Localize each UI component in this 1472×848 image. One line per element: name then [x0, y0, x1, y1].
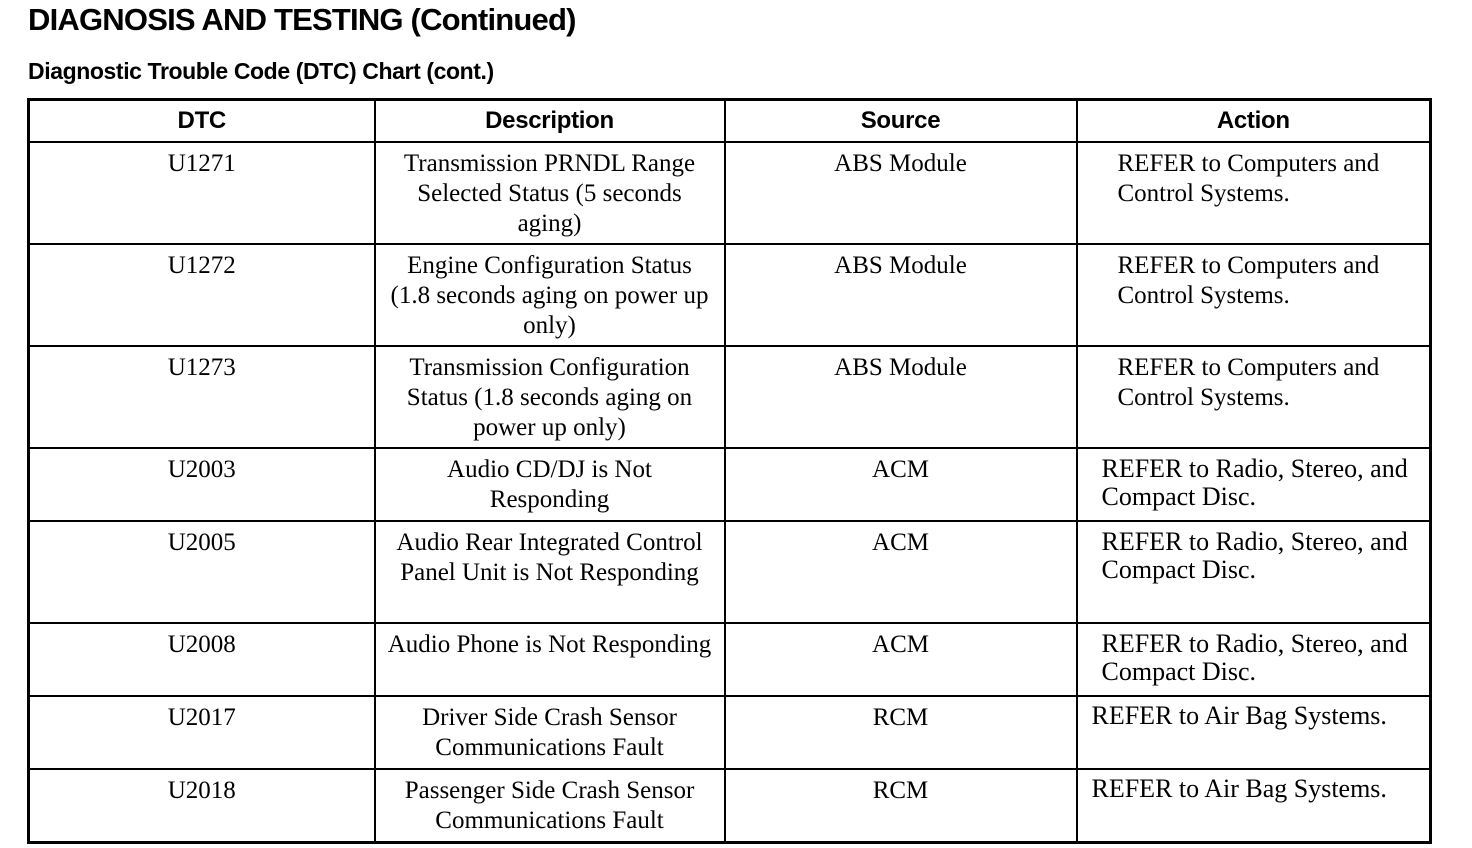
action-cell: REFER to Air Bag Systems. [1091, 774, 1387, 803]
source-cell: ABS Module [834, 252, 967, 279]
table-row [29, 696, 1431, 769]
table-row [29, 769, 1431, 843]
table-header-row [29, 100, 1431, 143]
table-row [29, 142, 1431, 244]
dtc-code-cell: U2008 [167, 631, 236, 658]
action-cell: REFER to Radio, Stereo, and Compact Disc. [1101, 527, 1408, 584]
description-cell: Audio Rear Integrated Control Panel Unit is Not Responding [396, 529, 703, 586]
page-title: DIAGNOSIS AND TESTING (Continued) [28, 2, 576, 37]
action-cell: REFER to Radio, Stereo, and Compact Disc. [1101, 454, 1408, 511]
dtc-code-cell: U1272 [167, 252, 236, 279]
description-cell: Driver Side Crash Sensor Communications Fault [422, 704, 677, 761]
source-cell: RCM [872, 777, 929, 804]
dtc-code-cell: U2018 [167, 777, 236, 804]
description-cell: Transmission PRNDL Range Selected Status (5 seconds aging) [403, 150, 696, 237]
action-cell: REFER to Radio, Stereo, and Compact Disc. [1101, 629, 1408, 686]
description-cell: Audio CD/DJ is Not Responding [447, 456, 652, 513]
table-row [29, 244, 1431, 346]
action-cell: REFER to Computers and Control Systems. [1117, 252, 1380, 309]
source-cell: ACM [872, 631, 929, 658]
table-row [29, 521, 1431, 623]
column-header-description: Description [375, 100, 725, 143]
table-row [29, 623, 1431, 696]
table-row [29, 346, 1431, 448]
column-header-dtc: DTC [29, 100, 375, 143]
column-header-source: Source [725, 100, 1077, 143]
dtc-code-cell: U2005 [167, 529, 236, 556]
dtc-table [27, 98, 1432, 844]
dtc-code-cell: U2003 [167, 456, 236, 483]
source-cell: ABS Module [834, 354, 967, 381]
column-header-action: Action [1077, 100, 1431, 143]
description-cell: Transmission Configuration Status (1.8 seconds aging on power up only) [406, 354, 693, 441]
description-cell: Engine Configuration Status (1.8 seconds aging on power up only) [390, 252, 709, 339]
source-cell: ABS Module [834, 150, 967, 177]
source-cell: ACM [872, 529, 929, 556]
description-cell: Audio Phone is Not Responding [387, 631, 712, 658]
action-cell: REFER to Computers and Control Systems. [1117, 150, 1380, 207]
action-cell: REFER to Computers and Control Systems. [1117, 354, 1380, 411]
action-cell: REFER to Air Bag Systems. [1091, 701, 1387, 730]
source-cell: RCM [872, 704, 929, 731]
chart-subtitle: Diagnostic Trouble Code (DTC) Chart (cont.) [28, 58, 494, 84]
dtc-code-cell: U1271 [167, 150, 236, 177]
description-cell: Passenger Side Crash Sensor Communications Fault [404, 777, 695, 834]
source-cell: ACM [872, 456, 929, 483]
table-row [29, 448, 1431, 521]
dtc-code-cell: U1273 [167, 354, 236, 381]
dtc-code-cell: U2017 [167, 704, 236, 731]
